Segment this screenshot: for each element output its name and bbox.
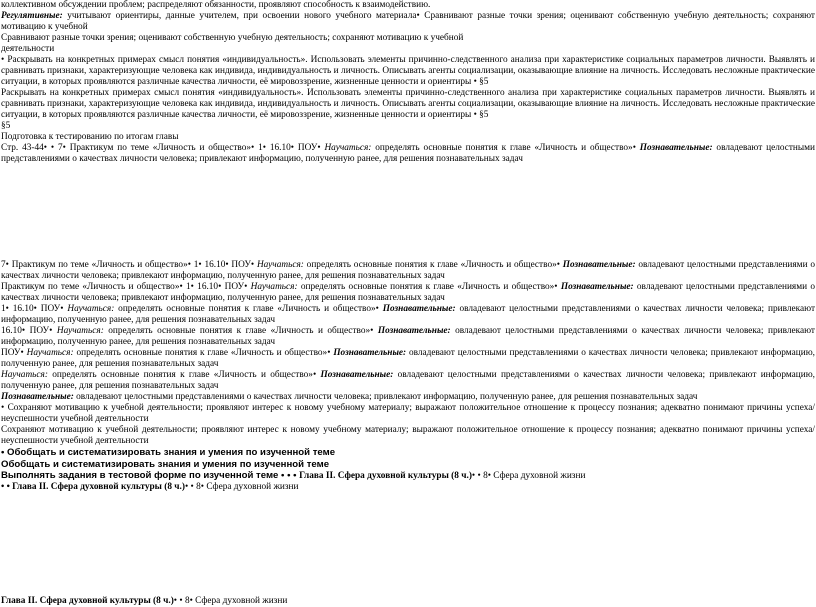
learn-label: Научаться: (26, 348, 74, 358)
learn-label: Научаться: (250, 282, 298, 292)
text-paragraph: • Сохраняют мотивацию к учебной деятельности; проявляют интерес к новому учебному материалу; выражают положительное отношение к процессу познания; адекватно понимают причины успеха/неуспешности учебной деятельности (1, 403, 815, 424)
paragraph-text: овладевают целостными представлениями о качествах личности человека; привлекают информацию, полученную ранее, для решения познавательных задач (1, 348, 815, 369)
paragraph-text: определять основные понятия к главе «Личность и общество»• (103, 326, 378, 336)
paragraph-text: овладевают целостными представлениями о качествах личности человека; привлекают информацию, полученную ранее, для решения познавательных задач (1, 304, 816, 325)
blank-space (0, 493, 816, 596)
cognitive-label: Познавательные: (333, 348, 407, 358)
paragraph-text: определять основные понятия к главе «Личность и общество»• (114, 304, 383, 314)
text-line (0, 470, 816, 482)
paragraph-text: определять основные понятия к главе «Личность и общество»• (303, 260, 563, 270)
text-line: Сравнивают разные точки зрения; оценивают собственную учебную деятельность; сохраняют мотивацию к учебной (1, 33, 464, 43)
paragraph-text: 1• 16.10• ПОУ• (1, 304, 68, 314)
bullets: • • (1, 482, 13, 492)
text-line: деятельности (1, 44, 55, 54)
text-line (0, 482, 816, 493)
blank-space (0, 165, 816, 260)
text-paragraph (0, 304, 816, 326)
chapter-title: Глава II. Сфера духовной культуры (8 ч.) (1, 596, 174, 606)
paragraph-text: овладевают целостными представлениями о качествах личности человека; привлекают информацию, полученную ранее, для решения познавательных задач (73, 392, 698, 402)
learn-label: Научаться: (1, 370, 48, 380)
paragraph-text: определять основные понятия к главе «Личность и общество»• (371, 143, 640, 153)
lesson-text: • • 8• Сфера духовной жизни (471, 471, 586, 481)
text-line: Подготовка к тестированию по итогам главы (1, 132, 179, 142)
paragraph-text: овладевают целостными представлениями о качествах личности человека; привлекают информацию, полученную ранее, для решения познавательных задач (1, 326, 815, 347)
text-paragraph (0, 260, 816, 282)
text-paragraph (0, 348, 816, 370)
text-line: • Обобщать и систематизировать знания и умения по изученной теме (1, 447, 336, 458)
paragraph-text: овладевают целостными представлениями о качествах личности человека; привлекают информацию, полученную ранее, для решения познавательных задач (1, 260, 815, 281)
text-paragraph (0, 11, 816, 33)
paragraph-text: определять основные понятия к главе «Личность и общество»• (297, 282, 561, 292)
paragraph-text: Практикум по теме «Личность и общество»• 1• 16.10• ПОУ• (1, 282, 251, 292)
learn-label: Научаться: (56, 326, 104, 336)
text-paragraph (0, 326, 816, 348)
paragraph-text: определять основные понятия к главе «Личность и общество»• (47, 370, 321, 380)
cognitive-label: Познавательные: (382, 304, 456, 314)
paragraph-text: ПОУ• (1, 348, 27, 358)
text-paragraph (0, 392, 816, 403)
text-paragraph (0, 282, 816, 304)
text-paragraph: Сохраняют мотивацию к учебной деятельности; проявляют интерес к новому учебному материалу; выражают положительное отношение к процессу познания; адекватно понимают причины успеха/неуспешности учебной деятельности (1, 425, 815, 446)
chapter-title: Глава II. Сфера духовной культуры (8 ч.) (299, 471, 472, 481)
cognitive-label: Познавательные: (320, 370, 394, 380)
text-paragraph (0, 143, 816, 165)
regulative-label: Регулятивные: (1, 11, 63, 21)
text-paragraph: Раскрывать на конкретных примерах смысл понятия «индивидуальность». Использовать элементы причинно-следственного анализа при характеристике социальных параметров личности. Выявлять и сравнивать признаки, характеризующие человека как индивида, индивидуальность и личность. Описывать агенты социализации, оказывающие влияние на личность. Исследовать несложные практические ситуации, в которых проявляются различные качества личности, её мировоззрение, жизненные ценности и ориентиры • §5 (1, 88, 815, 120)
lesson-text: • • 8• Сфера духовной жизни (184, 482, 299, 492)
paragraph-text: овладевают целостными представлениями о качествах личности человека; привлекают информацию, полученную ранее, для решения познавательных задач (1, 143, 815, 164)
text-line: §5 (1, 121, 11, 131)
cognitive-label: Познавательные: (560, 282, 634, 292)
text-paragraph: • Раскрывать на конкретных примерах смысл понятия «индивидуальность». Использовать элементы причинно-следственного анализа при характеристике социальных параметров личности. Выявлять и сравнивать признаки, характеризующие человека как индивида, индивидуальность и личность. Описывать агенты социализации, оказывающие влияние на личность. Исследовать несложные практические ситуации, в которых проявляются различные качества личности, её мировоззрение, жизненные ценности и ориентиры • §5 (1, 55, 815, 87)
learn-label: Научаться: (256, 260, 304, 270)
paragraph-text: 16.10• ПОУ• (1, 326, 57, 336)
cognitive-label: Познавательные: (1, 392, 74, 402)
paragraph-text: овладевают целостными представлениями о качествах личности человека; привлекают информацию, полученную ранее, для решения познавательных задач (1, 370, 815, 391)
learn-label: Научаться: (67, 304, 115, 314)
learn-label: Научаться: (324, 143, 372, 153)
chapter-title: Глава II. Сфера духовной культуры (8 ч.) (12, 482, 185, 492)
cognitive-label: Познавательные: (377, 326, 451, 336)
lesson-text: • • 8• Сфера духовной жизни (173, 596, 288, 606)
paragraph-text: учитывают ориентиры, данные учителем, при освоении нового учебного материала• Сравнивают разные точки зрения; оценивают собственную учебную деятельность; сохраняют мотивацию к учебной (1, 11, 815, 32)
text-line (0, 596, 816, 607)
paragraph-text: Стр. 43-44• • 7• Практикум по теме «Личность и общество»• 1• 16.10• ПОУ• (1, 143, 325, 153)
text-line: коллективном обсуждении проблем; распределяют обязанности, проявляют способность к взаимодействию. (1, 0, 431, 10)
cognitive-label: Познавательные: (639, 143, 713, 153)
paragraph-text: определять основные понятия к главе «Личность и общество»• (73, 348, 334, 358)
paragraph-text: 7• Практикум по теме «Личность и общество»• 1• 16.10• ПОУ• (1, 260, 257, 270)
text-paragraph (0, 370, 816, 392)
task-text: Выполнять задания в тестовой форме по изученной теме • • • (1, 470, 300, 481)
paragraph-text: овладевают целостными представлениями о качествах личности человека; привлекают информацию, полученную ранее, для решения познавательных задач (1, 282, 815, 303)
cognitive-label: Познавательные: (562, 260, 636, 270)
text-line: Обобщать и систематизировать знания и умения по изученной теме (1, 458, 330, 470)
